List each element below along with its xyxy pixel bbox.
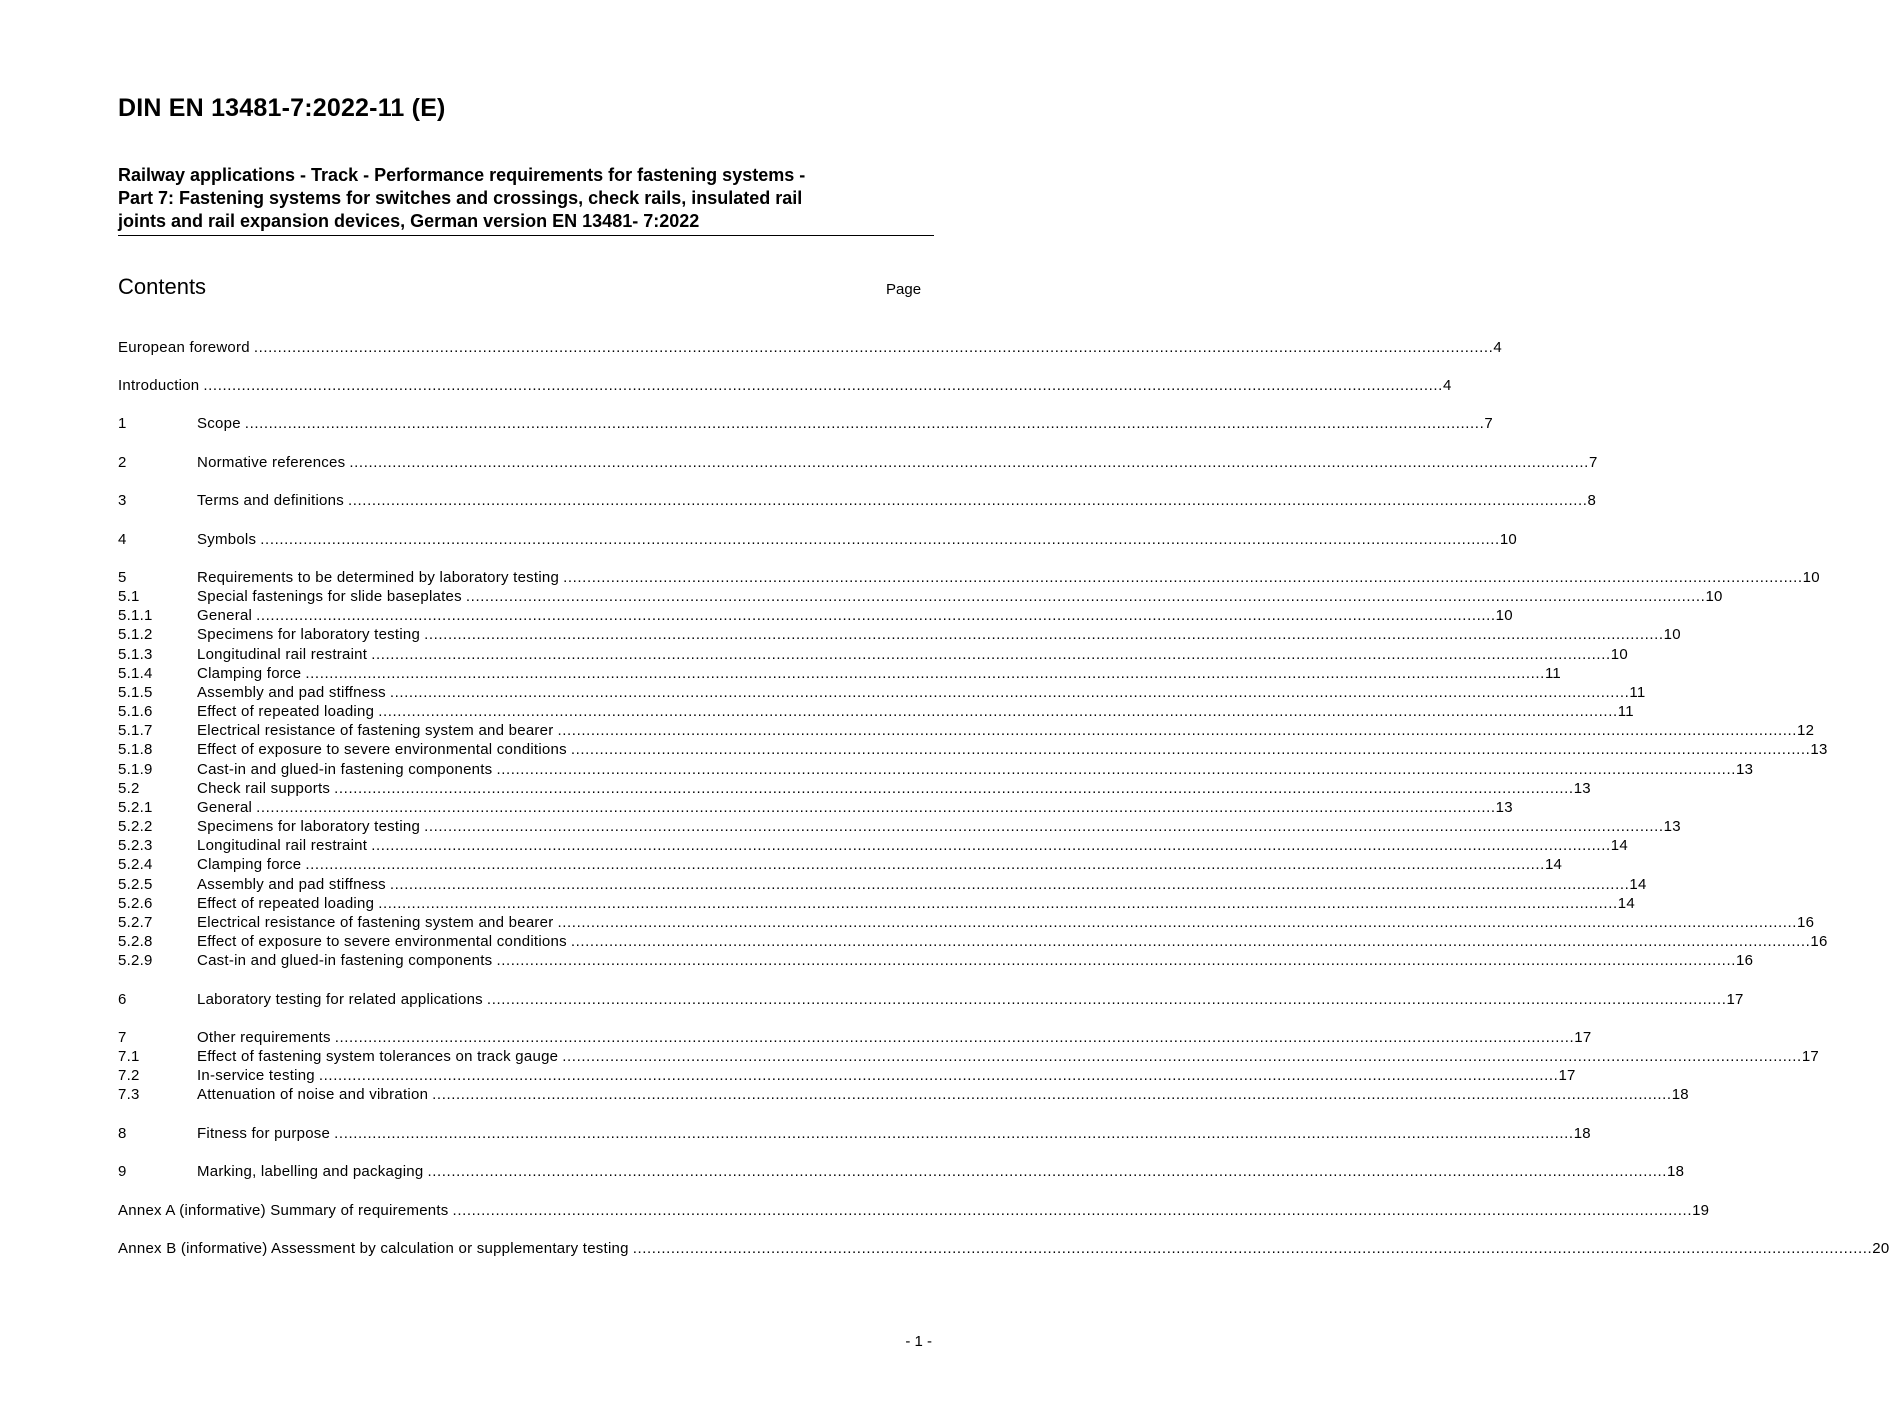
toc-entry-number: 6 (118, 991, 127, 1008)
toc-entry-page: 14 (1617, 895, 1635, 912)
toc-entry[interactable] (118, 1066, 1576, 1085)
toc-entry-number: 7 (118, 1029, 127, 1046)
toc-entry-title: Cast-in and glued-in fastening components (197, 761, 493, 778)
toc-entry[interactable] (118, 491, 1597, 510)
toc-leader-dots: .................................................................................................................................................................................................................................................................... (496, 952, 1736, 969)
title-line: Part 7: Fastening systems for switches and crossings, check rails, insulated rail (118, 188, 803, 208)
toc-entry-page: 7 (1484, 415, 1493, 432)
toc-entry-title: Longitudinal rail restraint (197, 837, 368, 854)
toc-entry-number: 5.2.3 (118, 837, 153, 854)
toc-entry-title: Effect of repeated loading (197, 703, 375, 720)
toc-leader-dots: .................................................................................................................................................................................................................................................................... (632, 1240, 1873, 1257)
toc-entry-page: 17 (1558, 1067, 1576, 1084)
toc-entry-page: 8 (1587, 492, 1597, 509)
toc-leader-dots: .................................................................................................................................................................................................................................................................... (570, 741, 1811, 758)
toc-entry-page: 11 (1617, 703, 1634, 720)
toc-leader-dots: .................................................................................................................................................................................................................................................................... (371, 837, 1611, 854)
toc-entry-number: 5.2.6 (118, 895, 153, 912)
toc-entry-title: In-service testing (197, 1067, 315, 1084)
toc-entry[interactable] (118, 645, 1628, 664)
toc-entry[interactable] (118, 1085, 1689, 1104)
toc-entry-title: Clamping force (197, 665, 302, 682)
toc-leader-dots: .................................................................................................................................................................................................................................................................... (465, 588, 1706, 605)
toc-leader-dots: .................................................................................................................................................................................................................................................................... (389, 876, 1630, 893)
toc-entry-number: 5.2.5 (118, 876, 153, 893)
toc-entry-page: 11 (1544, 665, 1562, 682)
toc-entry-number: 5.1.1 (118, 607, 153, 624)
toc-entry-title: Electrical resistance of fastening system and bearer (197, 722, 554, 739)
toc-entry-number: 5 (118, 569, 127, 586)
toc-entry[interactable] (118, 414, 1493, 433)
toc-leader-dots: .................................................................................................................................................................................................................................................................... (557, 914, 1798, 931)
toc-entry[interactable] (118, 990, 1744, 1009)
toc-entry-title: Check rail supports (197, 780, 331, 797)
toc-entry-number: 7.2 (118, 1067, 140, 1084)
toc-entry[interactable] (118, 951, 1754, 970)
toc-entry[interactable] (118, 530, 1518, 549)
toc-entry-number: 5.2 (118, 780, 140, 797)
toc-entry-title: Electrical resistance of fastening system and bearer (197, 914, 554, 931)
toc-entry-title: Normative references (197, 454, 346, 471)
toc-entry[interactable] (118, 1047, 1819, 1066)
title-line: joints and rail expansion devices, German version EN 13481- 7:2022 (118, 211, 700, 231)
toc-entry[interactable] (118, 683, 1646, 702)
toc-entry-page: 4 (1442, 377, 1452, 394)
toc-entry-page: 4 (1493, 339, 1502, 356)
toc-entry-number: 5.1.2 (118, 626, 153, 643)
toc-entry-title: General (197, 799, 253, 816)
toc-entry[interactable] (118, 625, 1681, 644)
toc-entry[interactable] (118, 1028, 1592, 1047)
toc-entry-page: 10 (1610, 646, 1628, 663)
toc-entry-page: 16 (1735, 952, 1754, 969)
toc-entry-page: 13 (1735, 761, 1754, 778)
title-line: Railway applications - Track - Performance requirements for fastening systems - (118, 165, 806, 185)
toc-leader-dots: .................................................................................................................................................................................................................................................................... (371, 646, 1611, 663)
toc-entry-page: 10 (1663, 626, 1681, 643)
toc-entry[interactable] (118, 587, 1723, 606)
toc-leader-dots: .................................................................................................................................................................................................................................................................... (389, 684, 1630, 701)
toc-entry-page: 18 (1671, 1086, 1689, 1103)
toc-entry-title: Other requirements (197, 1029, 331, 1046)
toc-entry-page: 16 (1797, 914, 1815, 931)
toc-entry-page: 13 (1663, 818, 1681, 835)
toc-entry-title: Special fastenings for slide baseplates (197, 588, 462, 605)
toc-leader-dots: .................................................................................................................................................................................................................................................................... (349, 454, 1589, 471)
toc-leader-dots: .................................................................................................................................................................................................................................................................... (256, 799, 1496, 816)
contents-heading: Contents (118, 274, 207, 299)
toc-entry-title: Symbols (197, 531, 257, 548)
toc-entry[interactable] (118, 338, 1502, 357)
toc-entry-title: Attenuation of noise and vibration (197, 1086, 429, 1103)
toc-entry-number: 3 (118, 492, 127, 509)
document-id: DIN EN 13481-7:2022-11 (E) (118, 94, 446, 122)
toc-entry[interactable] (118, 740, 1828, 759)
toc-entry-number: 5.2.4 (118, 856, 153, 873)
toc-entry-title: Effect of repeated loading (197, 895, 375, 912)
toc-entry-title: Effect of exposure to severe environmental conditions (197, 933, 567, 950)
toc-entry[interactable] (118, 932, 1828, 951)
toc-entry-page: 18 (1573, 1125, 1591, 1142)
toc-leader-dots: .................................................................................................................................................................................................................................................................... (486, 991, 1727, 1008)
toc-entry-number: 9 (118, 1163, 127, 1180)
toc-entry-page: 18 (1667, 1163, 1685, 1180)
toc-entry[interactable] (118, 779, 1591, 798)
toc-entry-number: 5.2.9 (118, 952, 153, 969)
toc-leader-dots: .................................................................................................................................................................................................................................................................... (570, 933, 1811, 950)
toc-entry-title: Laboratory testing for related applications (197, 991, 483, 1008)
toc-entry-number: 5.1.7 (118, 722, 153, 739)
toc-entry-page: 14 (1544, 856, 1563, 873)
toc-leader-dots: .................................................................................................................................................................................................................................................................... (244, 415, 1485, 432)
toc-entry-number: 1 (118, 415, 127, 432)
toc-leader-dots: .................................................................................................................................................................................................................................................................... (424, 626, 1664, 643)
toc-entry-title: Scope (197, 415, 241, 432)
toc-entry-number: 5.2.2 (118, 818, 153, 835)
toc-entry-title: Clamping force (197, 856, 302, 873)
toc-entry-number: 2 (118, 454, 127, 471)
toc-leader-dots: .................................................................................................................................................................................................................................................................... (563, 569, 1803, 586)
toc-entry[interactable] (118, 1124, 1591, 1143)
toc-entry-number: 5.1 (118, 588, 140, 605)
toc-leader-dots: .................................................................................................................................................................................................................................................................... (334, 780, 1574, 797)
toc-leader-dots: .................................................................................................................................................................................................................................................................... (432, 1086, 1672, 1103)
toc-entry[interactable] (118, 855, 1563, 874)
toc-entry-page: 17 (1726, 991, 1744, 1008)
toc-leader-dots: .................................................................................................................................................................................................................................................................... (557, 722, 1798, 739)
toc-entry-number: 5.2.7 (118, 914, 153, 931)
toc-entry[interactable] (118, 453, 1598, 472)
toc-entry-number: 5.1.3 (118, 646, 153, 663)
toc-entry-number: 5.1.9 (118, 761, 153, 778)
toc-entry[interactable] (118, 894, 1635, 913)
toc-leader-dots: .................................................................................................................................................................................................................................................................... (256, 607, 1496, 624)
toc-entry-title: Introduction (118, 377, 200, 394)
toc-entry-number: 5.2.1 (118, 799, 153, 816)
toc-entry[interactable] (118, 760, 1754, 779)
toc-leader-dots: .................................................................................................................................................................................................................................................................... (260, 531, 1500, 548)
toc-entry-number: 7.3 (118, 1086, 140, 1103)
document-title (118, 164, 934, 236)
toc-entry-title: Annex A (informative) Summary of requirements (118, 1202, 449, 1219)
toc-entry-title: Specimens for laboratory testing (197, 626, 421, 643)
toc-entry-page: 14 (1629, 876, 1647, 893)
toc-entry-title: Longitudinal rail restraint (197, 646, 368, 663)
toc-entry-number: 5.1.8 (118, 741, 153, 758)
toc-entry[interactable] (118, 702, 1634, 721)
toc-entry-title: Requirements to be determined by laboratory testing (197, 569, 560, 586)
toc-entry[interactable] (118, 913, 1815, 932)
toc-entry-title: Effect of fastening system tolerances on track gauge (197, 1048, 559, 1065)
toc-entry[interactable] (118, 817, 1681, 836)
toc-leader-dots: .................................................................................................................................................................................................................................................................... (427, 1163, 1668, 1180)
toc-entry-page: 10 (1499, 531, 1518, 548)
toc-entry-page: 13 (1495, 799, 1513, 816)
toc-entry-title: Annex B (informative) Assessment by calculation or supplementary testing (118, 1240, 629, 1257)
toc-entry-title: Effect of exposure to severe environmental conditions (197, 741, 567, 758)
toc-entry-page: 13 (1573, 780, 1591, 797)
toc-leader-dots: .................................................................................................................................................................................................................................................................... (253, 339, 1494, 356)
toc-entry-page: 13 (1810, 741, 1828, 758)
toc-leader-dots: .................................................................................................................................................................................................................................................................... (203, 377, 1443, 394)
page-column-heading: Page (886, 281, 922, 298)
toc-entry-page: 10 (1705, 588, 1723, 605)
toc-leader-dots: .................................................................................................................................................................................................................................................................... (378, 895, 1618, 912)
toc-entry[interactable] (118, 1162, 1685, 1181)
toc-entry-page: 17 (1574, 1029, 1592, 1046)
toc-leader-dots: .................................................................................................................................................................................................................................................................... (378, 703, 1618, 720)
toc-entry[interactable] (118, 606, 1513, 625)
toc-leader-dots: .................................................................................................................................................................................................................................................................... (424, 818, 1664, 835)
toc-entry-page: 10 (1802, 569, 1820, 586)
toc-entry[interactable] (118, 1239, 1889, 1258)
toc-entry-number: 5.2.8 (118, 933, 153, 950)
toc-entry-page: 12 (1797, 722, 1815, 739)
toc-entry[interactable] (118, 568, 1820, 587)
toc-entry-page: 11 (1629, 684, 1646, 701)
toc-entry[interactable] (118, 836, 1628, 855)
toc-leader-dots: .................................................................................................................................................................................................................................................................... (305, 665, 1545, 682)
toc-entry-page: 10 (1495, 607, 1513, 624)
toc-entry-title: Marking, labelling and packaging (197, 1163, 424, 1180)
toc-entry-title: General (197, 607, 253, 624)
toc-leader-dots: .................................................................................................................................................................................................................................................................... (496, 761, 1736, 778)
toc-entry-number: 5.1.5 (118, 684, 153, 701)
toc-entry-title: Terms and definitions (197, 492, 344, 509)
toc-entry-title: European foreword (118, 339, 250, 356)
toc-leader-dots: .................................................................................................................................................................................................................................................................... (318, 1067, 1559, 1084)
toc-entry[interactable] (118, 721, 1815, 740)
toc-leader-dots: .................................................................................................................................................................................................................................................................... (452, 1202, 1693, 1219)
toc-entry-page: 17 (1801, 1048, 1819, 1065)
toc-entry-number: 4 (118, 531, 127, 548)
toc-entry[interactable] (118, 1201, 1710, 1220)
toc-entry-title: Fitness for purpose (197, 1125, 331, 1142)
toc-entry-title: Specimens for laboratory testing (197, 818, 421, 835)
toc-entry[interactable] (118, 376, 1452, 395)
toc-entry-title: Assembly and pad stiffness (197, 876, 386, 893)
toc-entry-page: 7 (1588, 454, 1598, 471)
toc-entry[interactable] (118, 875, 1647, 894)
toc-entry-number: 7.1 (118, 1048, 140, 1065)
toc-leader-dots: .................................................................................................................................................................................................................................................................... (562, 1048, 1802, 1065)
toc-entry[interactable] (118, 664, 1562, 683)
toc-leader-dots: .................................................................................................................................................................................................................................................................... (334, 1125, 1574, 1142)
toc-entry-title: Assembly and pad stiffness (197, 684, 386, 701)
toc-entry-number: 8 (118, 1125, 127, 1142)
toc-entry-title: Cast-in and glued-in fastening components (197, 952, 493, 969)
toc-leader-dots: .................................................................................................................................................................................................................................................................... (348, 492, 1588, 509)
toc-entry-number: 5.1.6 (118, 703, 153, 720)
page-number: - 1 - (905, 1333, 932, 1350)
toc-leader-dots: .................................................................................................................................................................................................................................................................... (334, 1029, 1575, 1046)
toc-entry-number: 5.1.4 (118, 665, 153, 682)
toc-entry-page: 14 (1610, 837, 1628, 854)
toc-entry[interactable] (118, 798, 1513, 817)
toc-entry-page: 20 (1872, 1240, 1889, 1257)
toc-entry-page: 16 (1810, 933, 1828, 950)
toc-leader-dots: .................................................................................................................................................................................................................................................................... (305, 856, 1545, 873)
toc-entry-page: 19 (1692, 1202, 1710, 1219)
